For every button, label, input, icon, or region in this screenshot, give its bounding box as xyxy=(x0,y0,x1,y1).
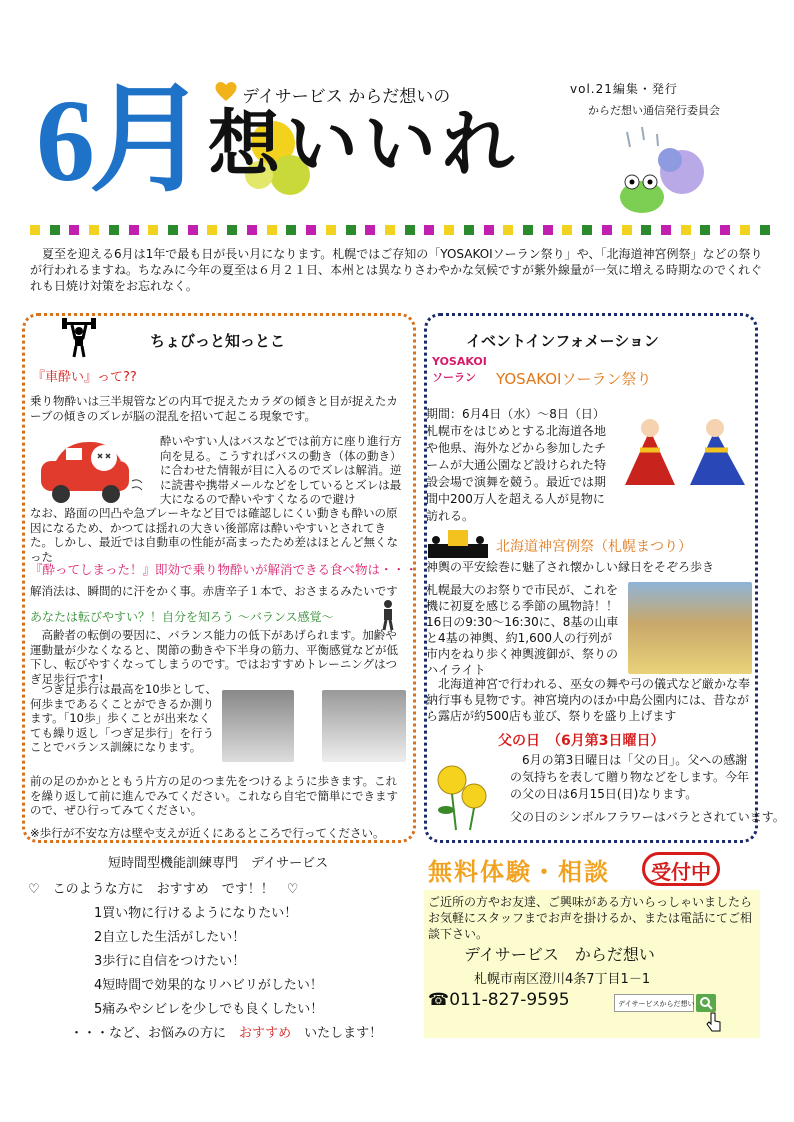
search-button[interactable] xyxy=(696,994,716,1012)
fathers-day-flower: 父の日のシンボルフラワーはバラとされています。 xyxy=(510,810,785,824)
newsletter-title: 想いいれ xyxy=(208,102,521,186)
fathers-day-body: 6月の第3日曜日は「父の日」。父への感謝の気持ちを表して贈り物などをします。今年の父の日は6月15日(日)なります。 xyxy=(510,753,750,801)
walking-person-icon xyxy=(378,600,398,630)
shrine-festival-title: 北海道神宮例祭（札幌まつり） xyxy=(496,539,692,555)
rose-icon xyxy=(430,760,496,832)
yosakoi-logo: YOSAKOI ソーラン xyxy=(432,355,487,384)
right-section-title: イベントインフォメーション xyxy=(466,332,659,350)
search-icon xyxy=(696,994,716,1012)
intro-paragraph: 夏至を迎える6月は1年で最も日が長い月になります。札幌ではご存知の「YOSAKOIソーラン祭り」や、「北海道神宮例祭」などの祭りが行われるますね。ちなみに今年の夏至は６月２１日、本州とは異なりさわやかな気候ですが紫外線量が一気に増える時期なのでくれぐれも日焼け対策をお忘れなく。 xyxy=(30,247,763,293)
balance-question: あなたは転びやすい？！自分を知ろう ～バランス感覚～ xyxy=(30,610,334,624)
recommend-item-4: 4短時間で効果的なリハビリがしたい！ xyxy=(94,978,323,993)
dancers-icon xyxy=(620,410,750,490)
left-section-title: ちょびっと知っとこ xyxy=(150,332,286,350)
phone-icon: ☎ xyxy=(428,990,450,1010)
safety-note: ※歩行が不安な方は壁や支えが近くにあるところで行ってください。 xyxy=(30,826,385,840)
recommend-item-3: 3歩行に自信をつけたい！ xyxy=(94,954,246,969)
recommend-item-2: 2自立した生活がしたい！ xyxy=(94,930,246,945)
shrine-festival-photo xyxy=(628,582,752,674)
left-column-box xyxy=(22,313,416,843)
accepting-badge: 受付中 xyxy=(642,852,720,886)
yosakoi-body: 期間：6月4日（水）～8日（日） 札幌市をはじめとする北海道各地や他県、海外などから参加したチームが大通公園など設けられた特設会場で演舞を競う。最近では期間中200万人を超える人が見物に訪れる。 xyxy=(426,407,611,523)
frog-hydrangea-icon xyxy=(612,122,712,222)
phone-number[interactable]: 011-827-9595 xyxy=(449,990,570,1010)
service-heading: 短時間型機能訓練専門 デイサービス xyxy=(108,856,329,871)
carsick-note: なお、路面の凹凸や急ブレーキなど目では確認しにくい動きも酔いの原因になるため、かつては揺れの大きい後部席は酔いやすいとされてきた。しかし、最近では自動車の性能が高まったため差はほとんど無くなった xyxy=(30,506,398,564)
business-name: デイサービス からだ想い xyxy=(464,945,655,964)
remedy-answer: 解消法は、瞬間的に汗をかく事。赤唐辛子１本で、おさまるみたいです xyxy=(30,584,398,598)
closing-pre: ・・・など、お悩みの方に xyxy=(70,1026,240,1041)
carsick-explanation: 乗り物酔いは三半規管などの内耳で捉えたカラダの傾きと目が捉えたカーブの傾きのズレが脳の混乱を招いて起こる現象です。 xyxy=(30,394,398,423)
fathers-day-title: 父の日 （6月第3日曜日） xyxy=(498,733,665,749)
month-heading: 6月 xyxy=(36,75,202,206)
free-trial-body: ご近所の方やお友達、ご興味がある方いらっしゃいましたらお気軽にスタッフまでお声を掛けるか、または電話にてご相談下さい。 xyxy=(428,895,753,941)
business-address: 札幌市南区澄川4条7丁目1－1 xyxy=(474,972,651,987)
recommend-line: ♡ このような方に おすすめ です！！ ♡ xyxy=(28,882,299,897)
free-trial-title: 無料体験・相談 xyxy=(428,858,610,886)
recommend-item-1: 1買い物に行けるようになりたい！ xyxy=(94,906,298,921)
balance-explanation: 高齢者の転倒の要因に、バランス能力の低下があげられます。加齢や運動量が少なくなると、関節の動きや下半身の筋力、平衡感覚などが低下し、転びやすくなってしまうのです。ではおすすめトレーニングはつぎ足歩行です! xyxy=(30,628,398,686)
decorative-dot-row xyxy=(30,225,770,237)
recommend-item-5: 5痛みやシビレを少しでも良くしたい！ xyxy=(94,1002,324,1017)
weightlifter-icon xyxy=(62,318,96,358)
walking-photo-1 xyxy=(222,690,294,762)
shrine-festival-events: 北海道神宮で行われる、巫女の舞や弓の儀式など厳かな奉納行事も見物です。神宮境内のほか中島公園内には、昔ながら露店が約500店も並び、祭りを盛り上げます xyxy=(426,677,751,723)
yosakoi-title: YOSAKOIソーラン祭り xyxy=(496,370,652,388)
publisher: からだ想い通信発行委員会 xyxy=(588,104,720,117)
walking-photo-2 xyxy=(322,690,406,762)
closing-line xyxy=(70,1022,382,1041)
carsick-question: 『車酔い』って?? xyxy=(32,370,137,385)
tandem-walk-explanation: つぎ足歩行は最高を10歩として、何歩まであるくことができるか測ります。「10歩」歩くことが出来なくても繰り返し「つぎ足歩行」を行うことでバランス訓練になります。 xyxy=(30,682,217,754)
closing-recommend: おすすめ xyxy=(239,1026,292,1041)
remedy-question: 『酔ってしまった！』即効で乗り物酔いが解消できる食べ物は・・・ xyxy=(30,562,418,577)
pointer-hand-icon xyxy=(706,1012,722,1032)
carsick-tips: 酔いやすい人はバスなどでは前方に座り進行方向を見る。こうすればバスの動き（体の動き）に合わせた情報が目に入るのでズレは解消。逆に読書や携帯メールなどをしているとズレは最大になるので酔いやすくなるので避け xyxy=(160,434,402,506)
sick-car-icon xyxy=(36,436,144,506)
heart-icon xyxy=(214,80,238,102)
search-box[interactable]: デイサービスからだ想い xyxy=(614,994,694,1012)
newsletter-subtitle: デイサービス からだ想いの xyxy=(242,87,451,107)
phone-line xyxy=(428,990,570,1010)
closing-post: いたします！ xyxy=(291,1026,383,1041)
shrine-festival-body: 札幌最大のお祭りで市民が、これを機に初夏を感じる季節の風物詩！！16日の9:30～16:30に、8基の山車と4基の神輿、約1,600人の行列が市内をねり歩く神輿渡御が、祭りのハイライト xyxy=(426,583,619,677)
volume-info: vol.21編集・発行 xyxy=(570,82,678,96)
tandem-walk-steps: 前の足のかかとともう片方の足のつま先をつけるように歩きます。これを繰り返して前に進んでみてください。これなら自宅で簡単にできますので、ぜひ行ってみてください。 xyxy=(30,774,398,817)
shrine-festival-lead: 神輿の平安絵巻に魅了され懐かしい縁日をそぞろ歩き xyxy=(426,560,715,574)
shrine-parade-icon xyxy=(428,524,488,558)
